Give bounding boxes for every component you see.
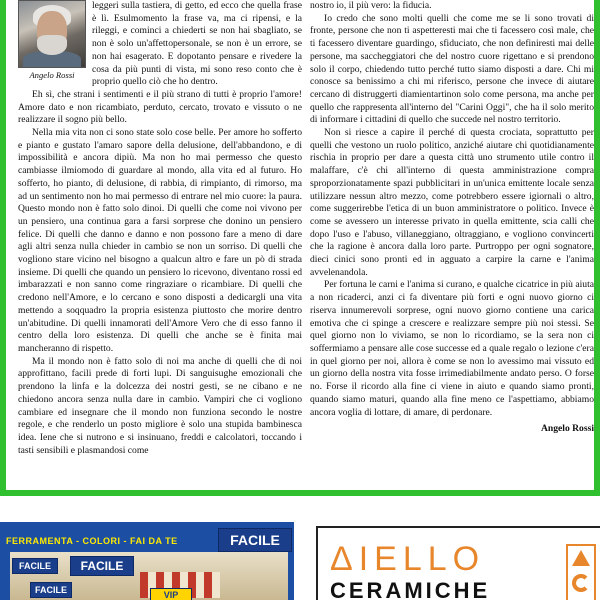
article-paragraph: Nella mia vita non ci sono state solo cose belle. Per amore ho sofferto e pianto e gustato l'amaro sapore della delusione, dell'abbandono, e di impossibilità e ancora dipiù. Ma non ho mai permesso che questo cambiasse ilmiomodo di guardare al mondo, alla vita ed al futuro. Ho sofferto, ho pianto, di delusione, di rabbia, di rimpianto, di rimorso, ma ad un sentimento non ho mai permesso di entrare nel mio cuore: la paura. Questo mondo non è fatto solo dinoi. Di quelli che come noi vivono per un pensiero, una continua gara a farsi sorprese che donino un pensiero felice. Di quelli che danno e danno e non possono fare a meno di dare agli altri senza nulla chieder in cambio se non un sorriso. Di quelli che vogliono stare vicino nel bisogno a qualcun altro e fare un pò di strada insieme. Di quelli che quando un pensiero lo ricevono, diventano rossi ed imbarazzati e non sanno come ringraziare o ricambiare. Di quelli che credono nell'Amore, e lo cercano e sono disposti a dedicargli una vita mettendo a soqquadro la propria esistenza piuttosto che morire dentro un'abitudine. Di quelli innamorati dell'Amore Vero che di esso fanno il centro della loro esistenza. Di quelli che anche se è finita mai mancheranno di rispetto. xyxy=(18,127,302,354)
brand-logo-icon xyxy=(566,544,596,600)
c-letter-icon xyxy=(572,574,590,592)
article-paragraph: Non si riesce a capire il perché di questa crociata, soprattutto per quelli che vestono un ruolo politico, anziché aiutare chi quotidianamente rischia in proprio per dare a questa città uno strumento utile contro il malaffare, c'è chi all'interno di questa amministrazione compra sproporzionatamente spazi pubblicitari in un'unica emittente locale senza utilizzare nessun altro mezzo, come potrebbero essere igiornali o altro, come suggerirebbe l'etica di un buon amministratore o politico. Invece è come se avessero un interesse privato in quella emittente, scia calli che dopo l'uso e l'abuso, villaneggiano, oltraggiano, e vogliono convincerti che la ragione è ancora dalla loro parte. Purtroppo per ogni sognatore, dieci cinici sono pronti ed in agguato a carpire la carne e l'anima avvelenandola. xyxy=(310,127,594,278)
article-paragraph: Eh sì, che strani i sentimenti e il più strano di tutti è proprio l'amore! Amore dato e non ricambiato, perduto, cercato, trovato e vissuto o ne realizzare il sogno più bello. xyxy=(18,88,302,126)
article-paragraph: Io credo che sono molti quelli che come me se li sono trovati di fronte, persone che non ti aspetteresti mai che ti facessero così male, che ti facessero diventare guardingo, sfiduciato, che non definiresti mai delle persone, ma saccheggiatori che del nostro cuore rigettano e si prendono solo il corpo, chiedendo tutto perché tutto siamo disposti a dare. Chi mi conosce sa benissimo a chi mi riferisco, persone che invece di aiutare cercano di distruggerti diamientartinon solo come persona, ma anche per quello che rappresenta all'interno del "Carini Oggi", che ha il solo merito di informare i cittadini di quello che succede nel nostro territorio. xyxy=(310,12,594,126)
author-photo xyxy=(18,0,86,68)
photo-caption: Angelo Rossi xyxy=(29,70,75,80)
ad-brand-subtitle: CERAMICHE xyxy=(330,578,491,600)
author-photo-block xyxy=(18,0,86,82)
article-paragraph: nostro io, il più vero: la fiducia. xyxy=(310,0,432,11)
ad-banner-text: FERRAMENTA - COLORI - FAI DA TE xyxy=(6,536,178,546)
article-paragraph: leggeri sulla tastiera, di getto, ed ecco che quella frase è lì. Esulmomento la frase va, ma ci ripensi, e la rileggi, e cominci a chiederti se non hai sbagliato, se non è solo un'affettopersonale, se non è un errore, se non hai esagerato. E dopotanto pensare e rivedere la cosa da più punti di vista, mi sono reso conto che è proprio quello ciò che ho dentro. xyxy=(92,0,302,88)
hardware-store-ad[interactable] xyxy=(0,522,294,600)
store-sign: FACILE xyxy=(30,582,72,598)
photo-beard xyxy=(37,35,67,55)
store-sign: FACILE xyxy=(12,558,58,574)
triangle-icon xyxy=(572,550,590,566)
article-right-column xyxy=(310,0,594,436)
ceramics-ad[interactable] xyxy=(316,526,600,600)
article-paragraph: Ma il mondo non è fatto solo di noi ma anche di quelli che di noi approfittano, facili prede di forti lupi. Di sanguisughe emozionali che prendono la linfa e la dolcezza dei nostri gesti, se ne cibano e ne chiedono ancora senza nulla dare in cambio. Vampiri che ci vogliono cambiare ed insegnare che il mondo non funziona secondo le nostre regole, e che renderlo un posto migliore è solo una stupida bambinesca idea. Iene che si nutrono e si insinuano, freddi e calcolatori, toccando i tasti sensibili e plasmandosi come xyxy=(18,355,302,456)
store-sign: FACILE xyxy=(218,528,292,552)
article-left-column xyxy=(18,0,302,457)
article-paragraph: Per fortuna le carni e l'anima si curano, e qualche cicatrice in più aiuta a non ricaderci, anzi ci fa diventare più forti e ogni nuovo giorno ci riserva innumerevoli sorprese, ogni nuovo giorno contiene una carica emotiva che ci spinge a crescere e realizzare sempre più noi stessi. Se quel giorno non lo viviamo, se non lo ricordiamo, se la sera non ci soffermiamo a pensare alle cose successe ed a quale regalo o lezione c'era in quel giorno per noi, allora è come se non lo avessimo mai vissuto ed un giorno della nostra vita fosse irrimediabilmente andato perso. O forse no. Forse il ricordo alla fine ci viene in aiuto e quando siamo pronti, quando siamo maturi, quando alla fine meno ce l'aspettiamo, abbiamo ancora voglia di lottare, di amare, di perdonare. xyxy=(310,279,594,418)
article-signature: Angelo Rossi xyxy=(540,423,594,435)
store-sign: FACILE xyxy=(70,556,134,576)
store-sign: VIP xyxy=(150,588,192,600)
ad-brand-name: ΔIELLO xyxy=(330,540,486,578)
